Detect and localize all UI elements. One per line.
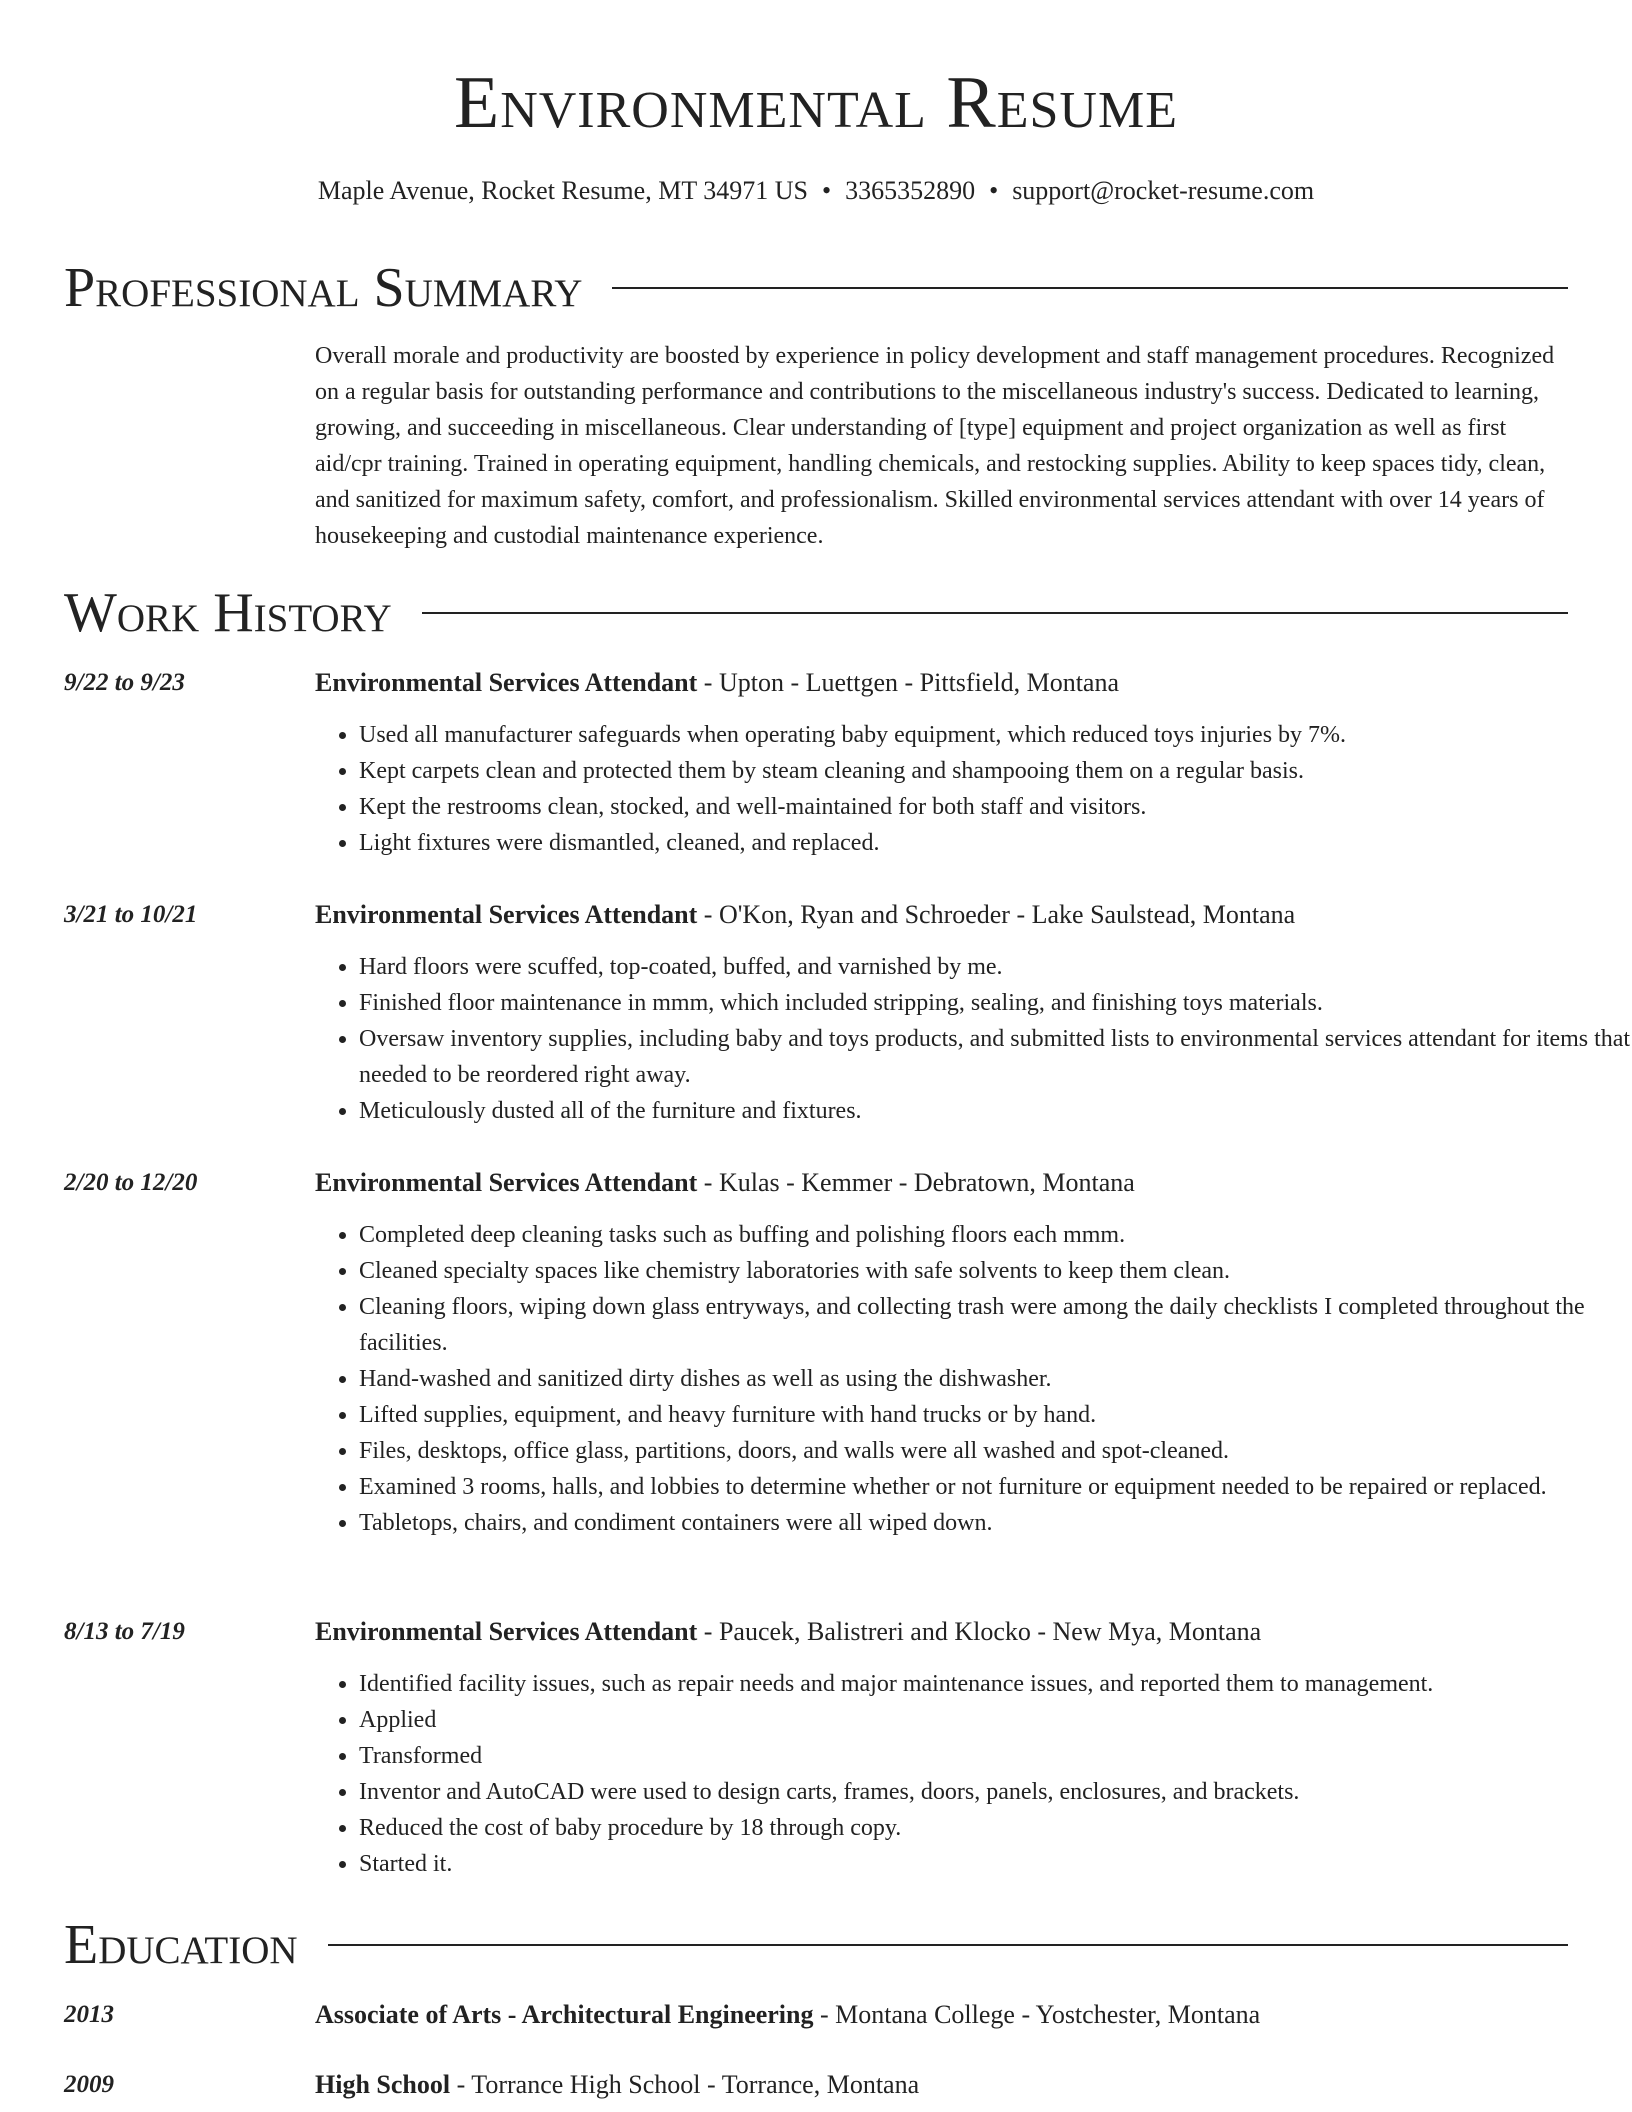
list-item: • Kept the restrooms clean, stocked, and well-maintained for both staff and visitors. <box>359 789 1632 825</box>
job-dates: 9/22 to 9/23 <box>64 669 185 696</box>
job-company: - Kulas - Kemmer - Debratown, Montana <box>697 1168 1135 1197</box>
section-heading-work-history <box>64 581 1568 645</box>
section-divider <box>612 287 1568 289</box>
list-item: • Kept carpets clean and protected them by steam cleaning and shampooing them on a regular basis. <box>359 753 1632 789</box>
job-headline <box>315 1165 1135 1201</box>
job-dates: 2/20 to 12/20 <box>64 1169 198 1196</box>
section-heading-label: Work History <box>64 582 392 644</box>
list-item: • Transformed <box>359 1738 1632 1774</box>
education-headline <box>315 1997 1260 2033</box>
education-year: 2009 <box>64 2071 114 2098</box>
list-item: • Reduced the cost of baby procedure by 18 through copy. <box>359 1810 1632 1846</box>
job-company: - O'Kon, Ryan and Schroeder - Lake Saulstead, Montana <box>697 900 1296 929</box>
list-item: • Tabletops, chairs, and condiment containers were all wiped down. <box>359 1505 1632 1541</box>
list-item: • Meticulously dusted all of the furniture and fixtures. <box>359 1093 1632 1129</box>
section-heading-label: Education <box>64 1914 298 1976</box>
email: support@rocket-resume.com <box>1012 176 1315 205</box>
job-title: Environmental Services Attendant <box>315 1168 698 1197</box>
list-item: • Applied <box>359 1702 1632 1738</box>
list-item: • Used all manufacturer safeguards when operating baby equipment, which reduced toys injuries by 7%. <box>359 717 1632 753</box>
job-headline <box>315 897 1295 933</box>
separator: • <box>821 176 832 205</box>
job-dates: 8/13 to 7/19 <box>64 1618 185 1645</box>
job-title: Environmental Services Attendant <box>315 1617 698 1646</box>
address: Maple Avenue, Rocket Resume, MT 34971 US <box>317 176 808 205</box>
list-item: • Hand-washed and sanitized dirty dishes as well as using the dishwasher. <box>359 1361 1632 1397</box>
section-heading-education <box>64 1913 1568 1977</box>
education-degree: Associate of Arts - Architectural Engineering <box>315 2000 814 2029</box>
job-company: - Paucek, Balistreri and Klocko - New Mya, Montana <box>697 1617 1262 1646</box>
list-item: • Oversaw inventory supplies, including baby and toys products, and submitted lists to environmental services attendant for items that needed to be reordered right away. <box>359 1021 1632 1093</box>
list-item: • Light fixtures were dismantled, cleaned, and replaced. <box>359 825 1632 861</box>
list-item: • Started it. <box>359 1846 1632 1882</box>
list-item: • Files, desktops, office glass, partitions, doors, and walls were all washed and spot-cleaned. <box>359 1433 1632 1469</box>
education-school: - Montana College - Yostchester, Montana <box>813 2000 1261 2029</box>
job-bullets <box>315 949 1632 1129</box>
phone: 3365352890 <box>845 176 976 205</box>
list-item: • Inventor and AutoCAD were used to design carts, frames, doors, panels, enclosures, and brackets. <box>359 1774 1632 1810</box>
list-item: • Lifted supplies, equipment, and heavy furniture with hand trucks or by hand. <box>359 1397 1632 1433</box>
list-item: • Identified facility issues, such as repair needs and major maintenance issues, and reported them to management. <box>359 1666 1632 1702</box>
section-divider <box>422 612 1568 614</box>
job-title: Environmental Services Attendant <box>315 668 698 697</box>
contact-line <box>0 174 1632 208</box>
summary-text: Overall morale and productivity are boosted by experience in policy development and staff management procedures. Recognized on a regular basis for outstanding performance and contributions to the miscellaneous industry's success. Dedicated to learning, growing, and succeeding in miscellaneous. Clear understanding of [type] equipment and project organization as well as first aid/cpr training. Trained in operating equipment, handling chemicals, and restocking supplies. Ability to keep spaces tidy, clean, and sanitized for maximum safety, comfort, and professionalism. Skilled environmental services attendant with over 14 years of housekeeping and custodial maintenance experience. <box>315 343 1555 549</box>
job-title: Environmental Services Attendant <box>315 900 698 929</box>
job-company: - Upton - Luettgen - Pittsfield, Montana <box>697 668 1119 697</box>
list-item: • Cleaning floors, wiping down glass entryways, and collecting trash were among the daily checklists I completed throughout the facilities. <box>359 1289 1632 1361</box>
job-headline <box>315 1614 1261 1650</box>
job-bullets <box>315 717 1632 861</box>
section-heading-summary <box>64 256 1568 320</box>
education-degree: High School <box>315 2070 451 2099</box>
job-bullets <box>315 1217 1632 1541</box>
education-school: - Torrance High School - Torrance, Montana <box>450 2070 920 2099</box>
list-item: • Cleaned specialty spaces like chemistry laboratories with safe solvents to keep them clean. <box>359 1253 1632 1289</box>
section-divider <box>328 1944 1568 1946</box>
job-dates: 3/21 to 10/21 <box>64 901 198 928</box>
list-item: • Completed deep cleaning tasks such as buffing and polishing floors each mmm. <box>359 1217 1632 1253</box>
resume-name: Environmental Resume <box>454 62 1178 144</box>
list-item: • Hard floors were scuffed, top-coated, buffed, and varnished by me. <box>359 949 1632 985</box>
separator: • <box>989 176 999 205</box>
education-headline <box>315 2067 919 2103</box>
job-headline <box>315 665 1119 701</box>
section-heading-label: Professional Summary <box>64 257 583 319</box>
job-bullets <box>315 1666 1632 1882</box>
list-item: • Finished floor maintenance in mmm, which included stripping, sealing, and finishing toys materials. <box>359 985 1632 1021</box>
education-year: 2013 <box>64 2001 114 2028</box>
list-item: • Examined 3 rooms, halls, and lobbies to determine whether or not furniture or equipment needed to be repaired or replaced. <box>359 1469 1632 1505</box>
